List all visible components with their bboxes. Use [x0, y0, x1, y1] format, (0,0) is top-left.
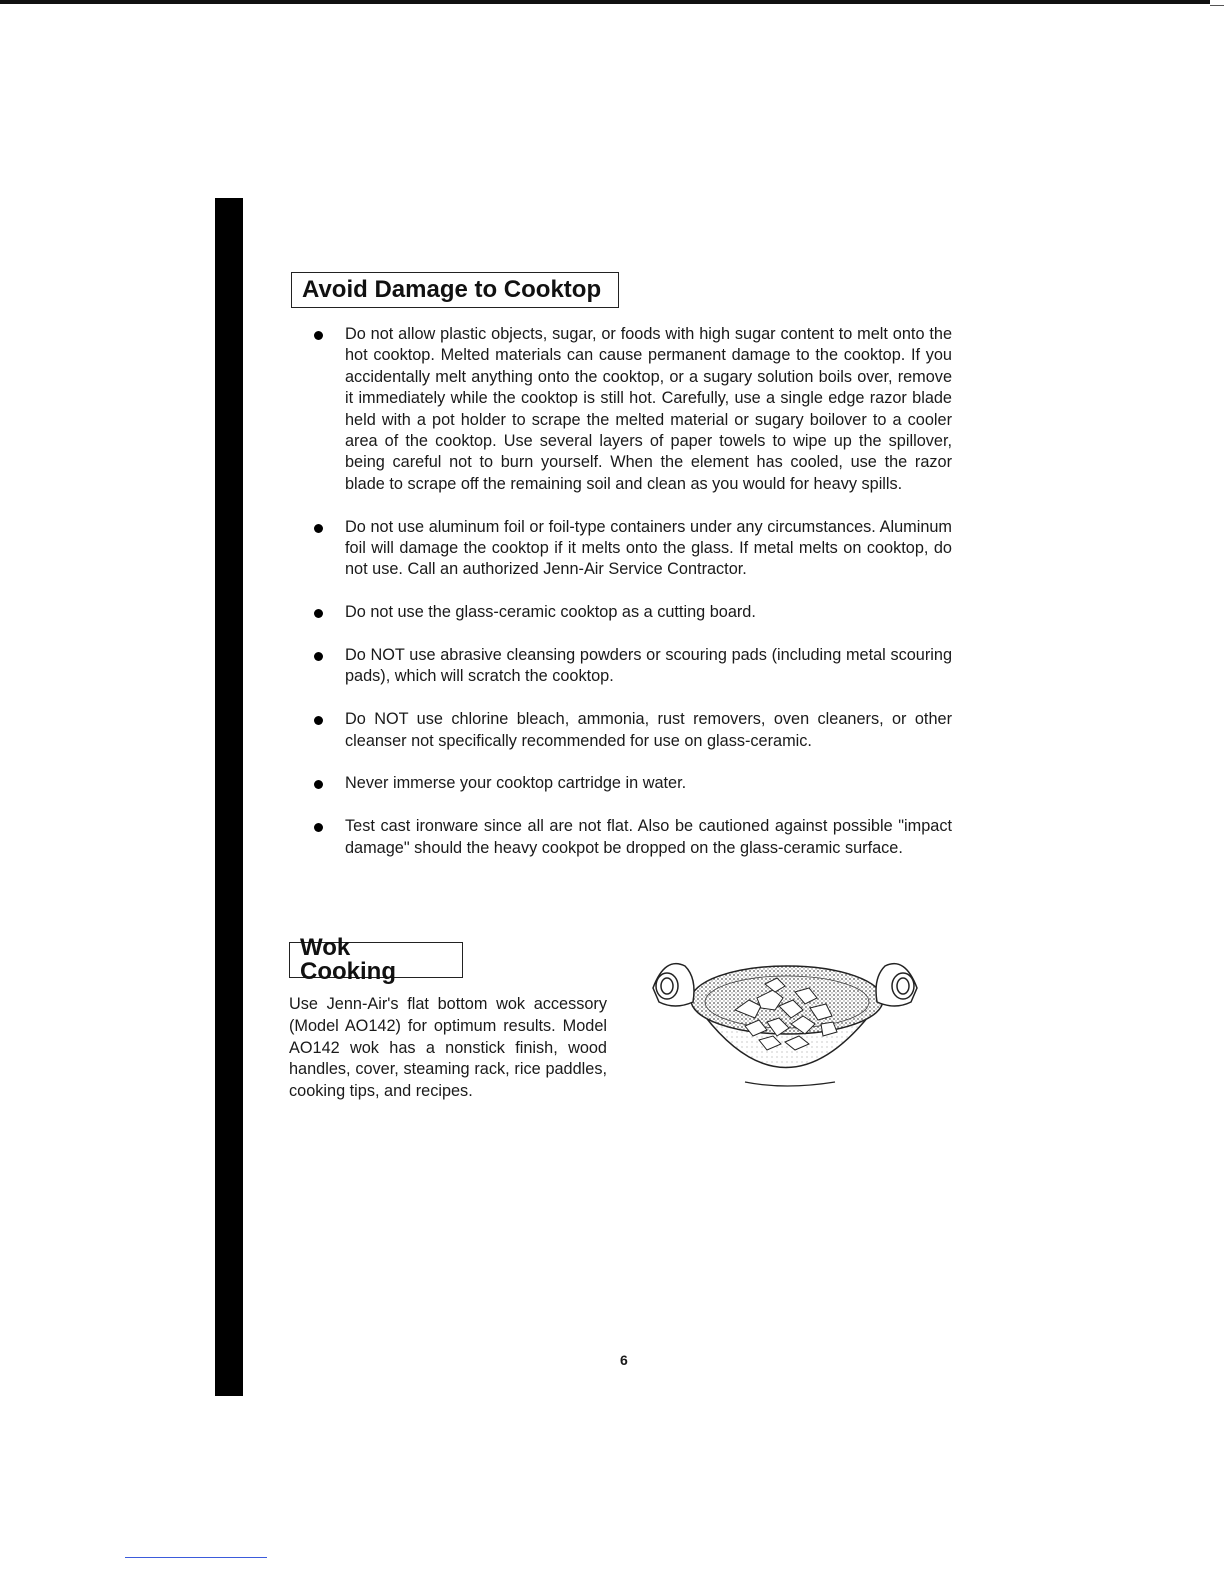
bullet-icon: [314, 524, 323, 533]
bullet-icon: [314, 716, 323, 725]
bullet-text: Do not use aluminum foil or foil-type containers under any circumstances. Aluminum foil will damage the cooktop if it melts onto the glass. If metal melts on cooktop, do not use. Call an authorized Jenn-Air Service Contractor.: [345, 517, 952, 579]
wok-cooking-heading: Wok Cooking: [289, 942, 463, 978]
bullet-icon: [314, 780, 323, 789]
list-item: [312, 773, 952, 794]
avoid-damage-list: [312, 324, 952, 880]
page-number: 6: [620, 1352, 628, 1368]
page-edge-bar: [215, 198, 243, 1396]
list-item: [312, 324, 952, 495]
scan-top-edge: [0, 0, 1210, 4]
list-item: [312, 645, 952, 688]
bullet-text: Never immerse your cooktop cartridge in water.: [345, 774, 687, 793]
bullet-icon: [314, 823, 323, 832]
bullet-icon: [314, 609, 323, 618]
scan-bottom-mark: [125, 1557, 267, 1558]
bullet-icon: [314, 331, 323, 340]
bullet-text: Do NOT use abrasive cleansing powders or scouring pads (including metal scouring pads), which will scratch the cooktop.: [345, 646, 952, 686]
list-item: [312, 816, 952, 859]
avoid-damage-heading: Avoid Damage to Cooktop: [291, 272, 619, 308]
bullet-text: Test cast ironware since all are not flat. Also be cautioned against possible "impact damage" should the heavy cookpot be dropped on the glass-ceramic surface.: [345, 817, 952, 857]
bullet-icon: [314, 652, 323, 661]
wok-illustration: [645, 950, 925, 1100]
list-item: [312, 517, 952, 581]
list-item: [312, 602, 952, 623]
wok-cooking-text: Use Jenn-Air's flat bottom wok accessory (Model AO142) for optimum results. Model AO142 wok has a nonstick finish, wood handles, cover, steaming rack, rice paddles, cooking tips, and recipes.: [289, 995, 607, 1101]
list-item: [312, 709, 952, 752]
scan-top-edge-tail: [1210, 5, 1224, 6]
bullet-text: Do not use the glass-ceramic cooktop as a cutting board.: [345, 603, 756, 622]
bullet-text: Do NOT use chlorine bleach, ammonia, rust removers, oven cleaners, or other cleanser not specifically recommended for use on glass-ceramic.: [345, 710, 952, 750]
bullet-text: Do not allow plastic objects, sugar, or foods with high sugar content to melt onto the hot cooktop. Melted materials can cause permanent damage to the cooktop. If you accidentally melt anything onto the cooktop, or a sugary solution boils over, remove it immediately while the cooktop is still hot. Carefully, use a single edge razor blade held with a pot holder to scrape the melted material or sugary boilover to a cooler area of the cooktop. Use several layers of paper towels to wipe up the spillover, being careful not to burn yourself. When the element has cooled, use the razor blade to scrape off the remaining soil and clean as you would for heavy spills.: [345, 325, 952, 493]
